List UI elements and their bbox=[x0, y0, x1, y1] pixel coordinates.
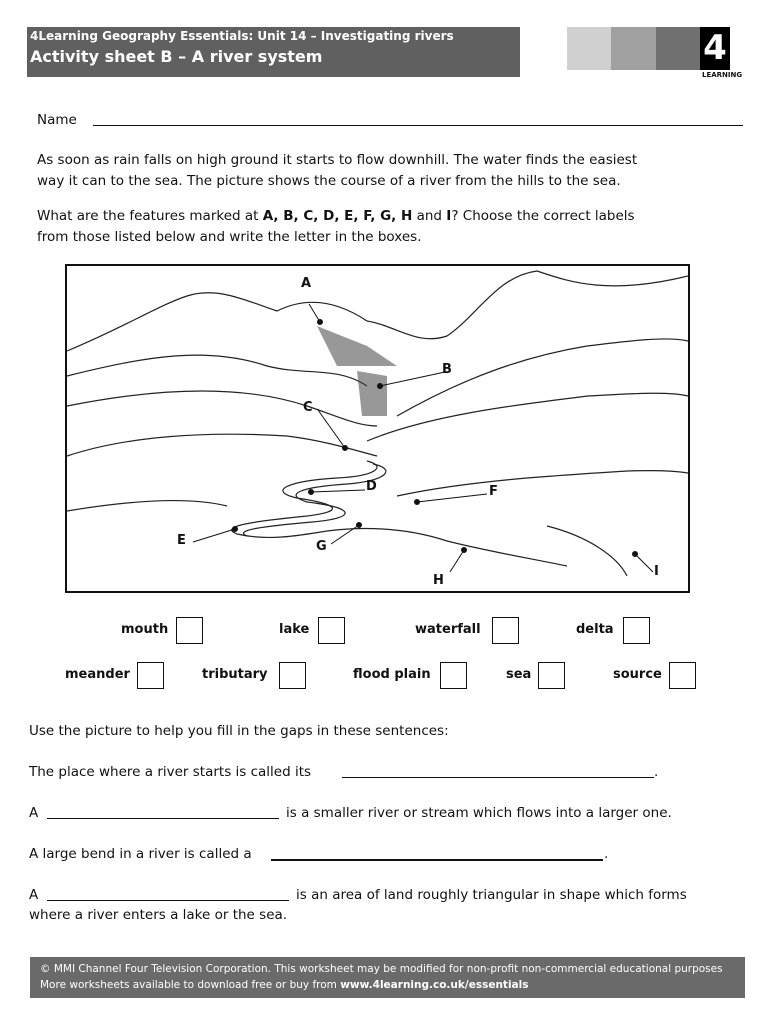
tributary-answer-box[interactable] bbox=[279, 662, 306, 689]
source-answer-box[interactable] bbox=[669, 662, 696, 689]
gaps-intro: Use the picture to help you fill in the gaps in these sentences: bbox=[29, 723, 449, 739]
flood-plain-answer-box[interactable] bbox=[440, 662, 467, 689]
picture-label-c: C bbox=[303, 400, 313, 415]
picture-label-g: G bbox=[316, 539, 327, 554]
name-field[interactable] bbox=[93, 125, 743, 126]
meander-answer-box[interactable] bbox=[137, 662, 164, 689]
worksheet-page: 4Learning Geography Essentials: Unit 14 – Investigating rivers Activity sheet B – A river system 4 LEARNING Name As soon as rain falls on high ground it starts to flow downhill. The water finds the easiest way it can to the sea. The picture shows the course of a river from the hills to the sea. What are the features marked at A, B, C, D, E, F, G, H and I? Choose the correct labels from those listed below and write the letter in the boxes. A B C D E F G H I mouth lake waterfall delta meander tributary flood plain sea source Use the picture to help you fill in the gaps in these sentences: The place where a river starts is called its . A is a smaller river or stream which flows into a larger one. A large bend in a river is called a . A is an area of land roughly triangular in shape which forms where a river enters a lake or the sea. © MMI Channel Four Television Corporation. This worksheet may be modified for non-profit non-commercial educational purposes More worksheets available to download free or buy from www.4learning.co.uk/essentials bbox=[0, 0, 768, 1024]
sea-answer-box[interactable] bbox=[538, 662, 565, 689]
footer: © MMI Channel Four Television Corporation. This worksheet may be modified for non-profit non-commercial educational purposes More worksheets available to download free or buy from www.4learning.co.uk/essentials bbox=[30, 957, 745, 998]
gap-1[interactable] bbox=[342, 777, 654, 778]
footer-link[interactable]: www.4learning.co.uk/essentials bbox=[340, 979, 529, 991]
river-illustration bbox=[65, 264, 690, 593]
river-drawing bbox=[67, 266, 688, 591]
mouth-answer-box[interactable] bbox=[176, 617, 203, 644]
page-title: Activity sheet B – A river system bbox=[30, 47, 323, 66]
intro-paragraph: As soon as rain falls on high ground it starts to flow downhill. The water finds the easiest way it can to the sea. The picture shows the course of a river from the hills to the sea. bbox=[37, 152, 638, 189]
picture-label-f: F bbox=[489, 484, 498, 499]
question-paragraph: What are the features marked at A, B, C, D, E, F, G, H and I? Choose the correct labels from those listed below and write the letter in the boxes. bbox=[37, 208, 635, 245]
picture-label-h: H bbox=[433, 573, 444, 588]
picture-label-d: D bbox=[366, 479, 377, 494]
lake-answer-box[interactable] bbox=[318, 617, 345, 644]
picture-label-a: A bbox=[301, 276, 312, 291]
delta-answer-box[interactable] bbox=[623, 617, 650, 644]
gap-3[interactable] bbox=[271, 859, 603, 861]
gap-4[interactable] bbox=[47, 900, 289, 901]
name-label: Name bbox=[37, 112, 77, 128]
picture-label-e: E bbox=[177, 533, 186, 548]
waterfall-answer-box[interactable] bbox=[492, 617, 519, 644]
picture-label-b: B bbox=[442, 362, 452, 377]
series-title: 4Learning Geography Essentials: Unit 14 – Investigating rivers bbox=[30, 29, 454, 43]
gap-2[interactable] bbox=[47, 818, 279, 819]
header-bar bbox=[27, 27, 520, 77]
picture-label-i: I bbox=[654, 564, 659, 579]
